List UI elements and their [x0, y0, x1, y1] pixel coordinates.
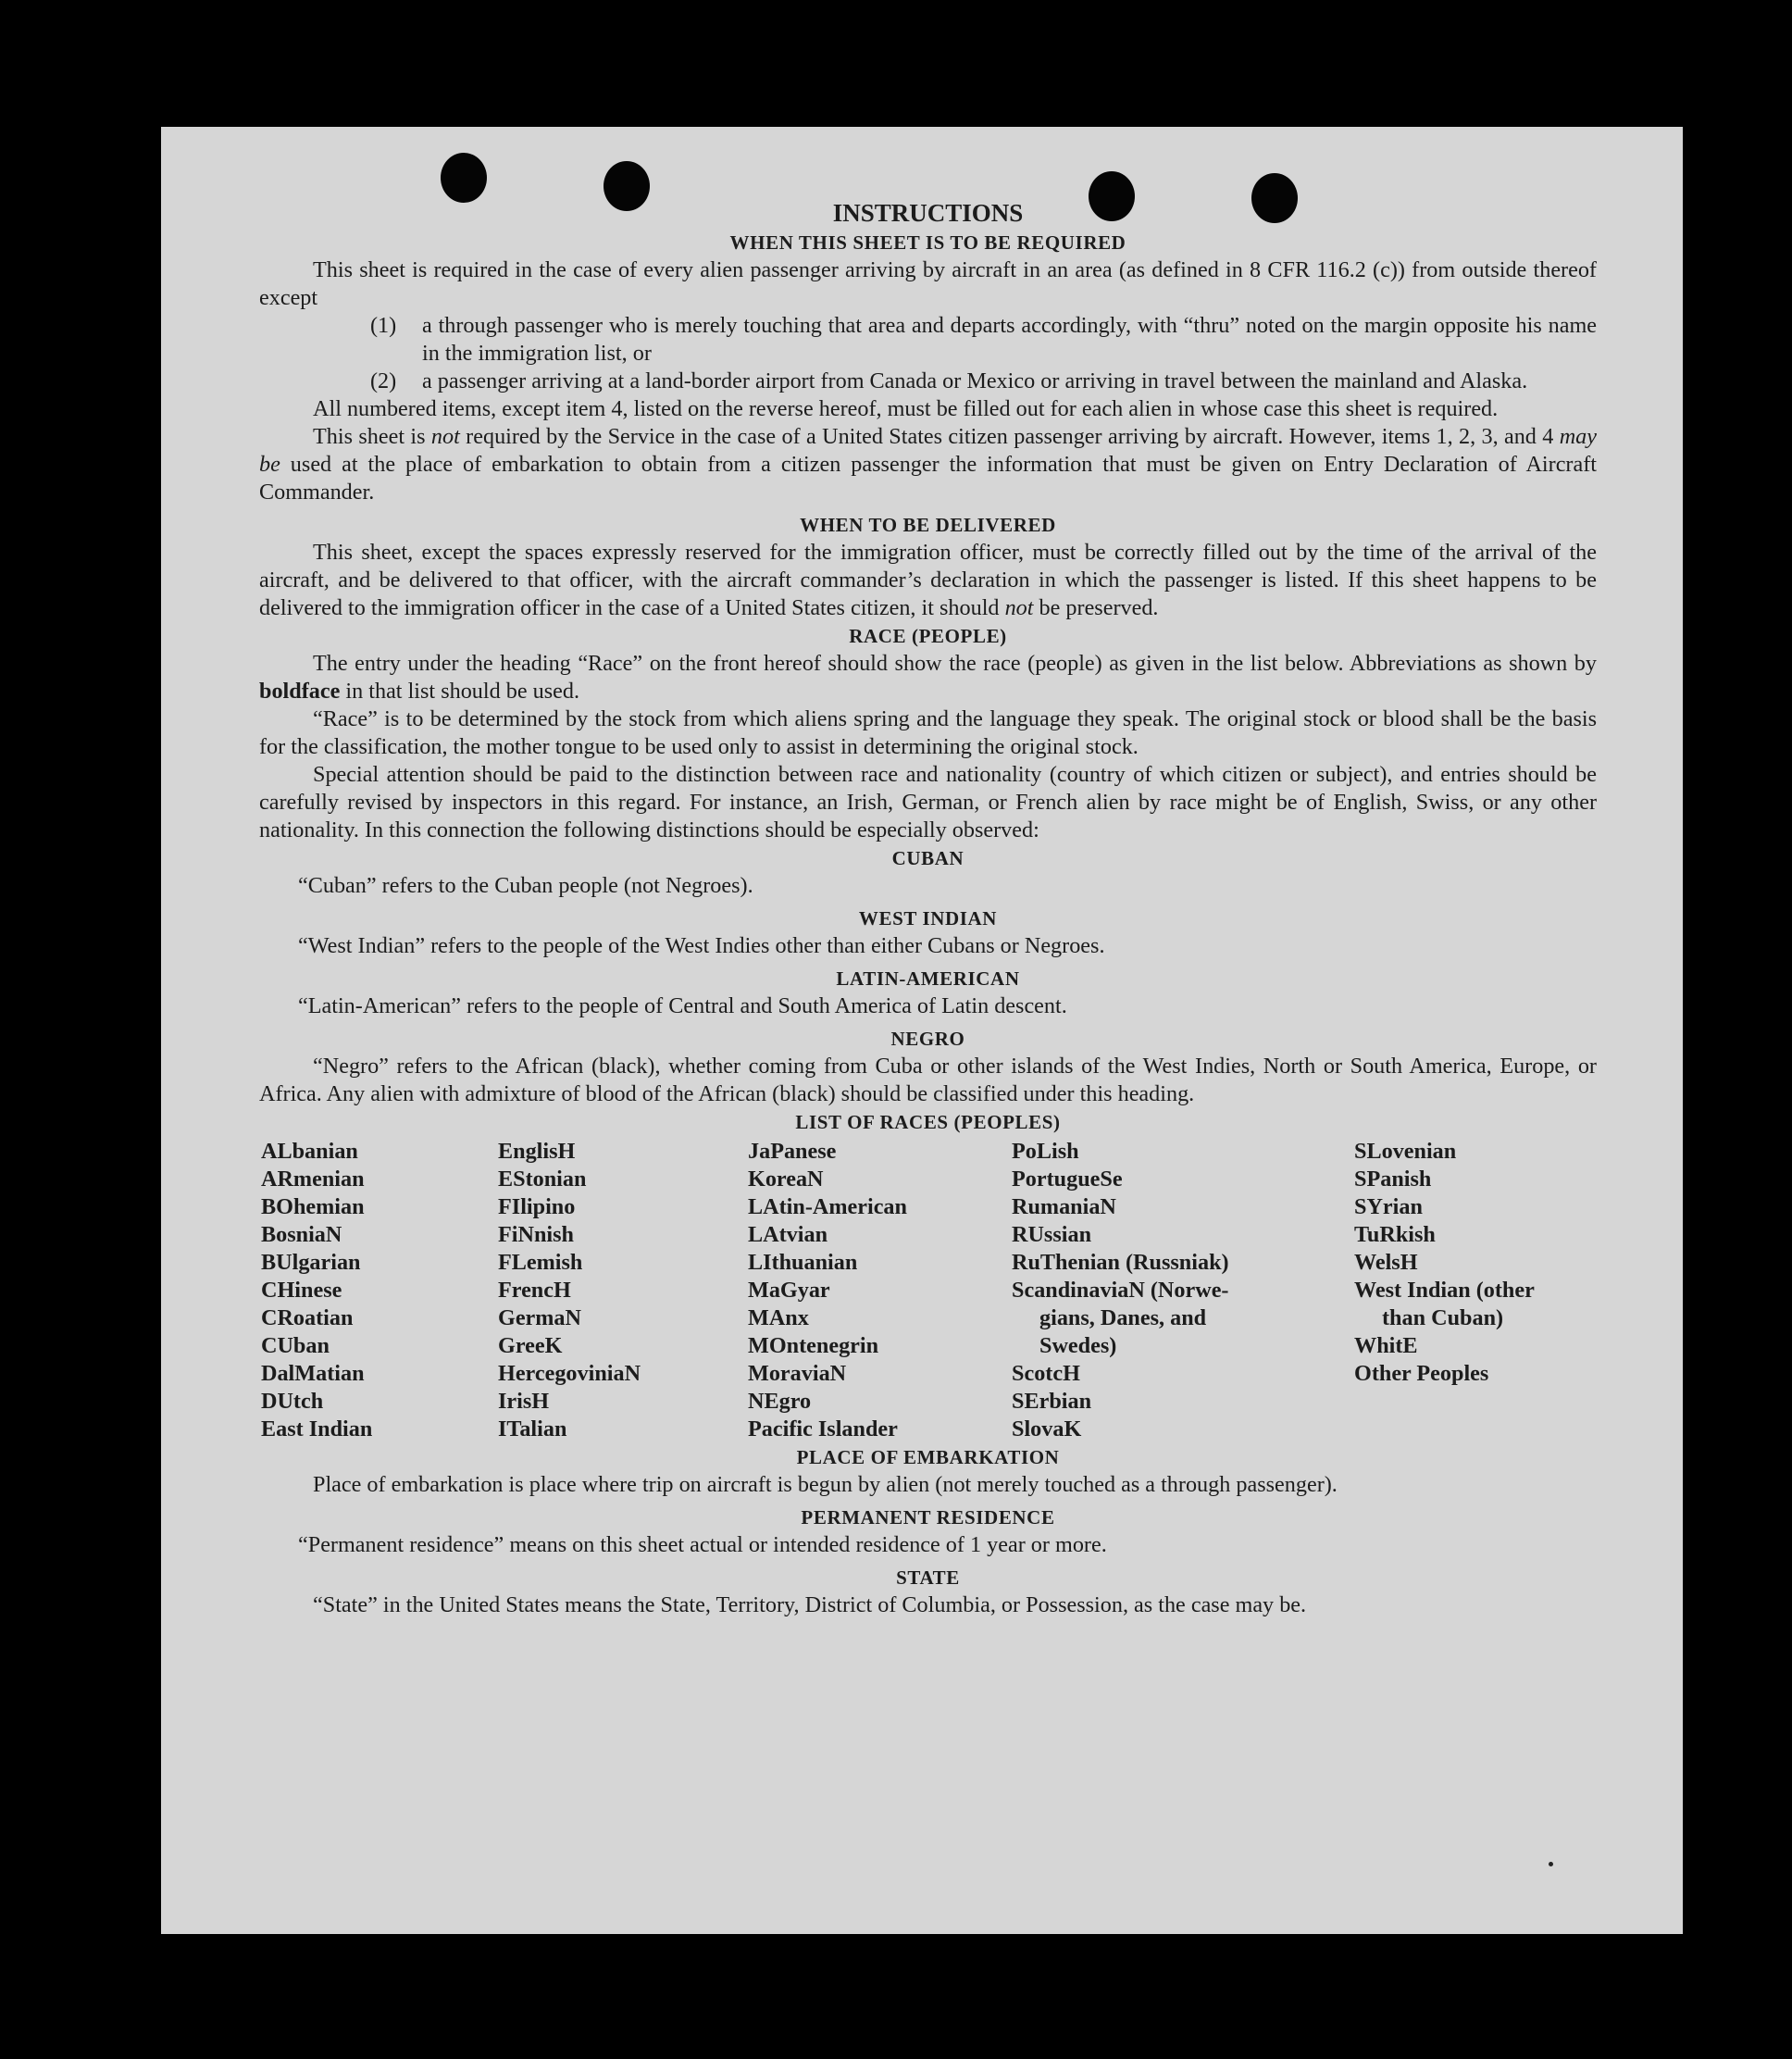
section-heading: CUBAN	[891, 847, 964, 869]
race-item: BosniaN	[261, 1222, 342, 1247]
race-item: JaPanese	[748, 1139, 837, 1164]
page-title: INSTRUCTIONS	[832, 199, 1024, 227]
race-item: CHinese	[261, 1278, 342, 1303]
paragraph: This sheet is required in the case of every alien passenger arriving by aircraft in an area (as defined in 8 CFR 116.2 (c)) from outside thereof except	[259, 257, 1597, 310]
item-text: a through passenger who is merely touching that area and departs accordingly, with “thru” noted on the margin opposite his name in the immigration list, or	[422, 313, 1597, 366]
paragraph: This sheet is not required by the Service in the case of a United States citizen passenger arriving by aircraft. However, items 1, 2, 3, and 4 may be used at the place of embarkation to obtain from a citizen passenger the information that must be given on Entry Declaration of Aircraft Commander.	[259, 424, 1597, 505]
race-item: NEgro	[748, 1389, 812, 1414]
race-item: PortugueSe	[1012, 1167, 1123, 1192]
punch-hole	[441, 153, 487, 203]
item-number: (1)	[370, 313, 397, 338]
race-item: SLovenian	[1354, 1139, 1457, 1164]
section-heading: PERMANENT RESIDENCE	[801, 1506, 1055, 1529]
race-item: East Indian	[261, 1416, 373, 1441]
section-heading: WEST INDIAN	[858, 907, 998, 930]
race-item: GreeK	[498, 1333, 563, 1358]
definition-text: “Negro” refers to the African (black), whether coming from Cuba or other islands of the West Indies, North or South America, Europe, or Africa. Any alien with admixture of blood of the African (black) should be classified under this heading.	[259, 1054, 1597, 1106]
race-column	[498, 1138, 641, 1443]
definition-text: “West Indian” refers to the people of the West Indies other than either Cubans or Negroes.	[298, 933, 1105, 958]
race-item: ScotcH	[1012, 1361, 1080, 1386]
race-item: TuRkish	[1354, 1222, 1436, 1247]
definition-text: Place of embarkation is place where trip on aircraft is begun by alien (not merely touched as a through passenger).	[313, 1472, 1338, 1497]
definition-text: “Permanent residence” means on this sheet actual or intended residence of 1 year or more.	[298, 1532, 1107, 1557]
exception-item	[259, 312, 1597, 368]
item-text: a passenger arriving at a land-border airport from Canada or Mexico or arriving in travel between the mainland and Alaska.	[422, 368, 1528, 393]
definition-text: “State” in the United States means the State, Territory, District of Columbia, or Possession, as the case may be.	[313, 1592, 1307, 1617]
section-heading: LATIN-AMERICAN	[836, 967, 1020, 990]
race-item: LIthuanian	[748, 1250, 858, 1275]
section-heading: STATE	[896, 1566, 960, 1589]
race-item: SlovaK	[1012, 1416, 1082, 1441]
paragraph: The entry under the heading “Race” on the front hereof should show the race (people) as given in the list below. Abbreviations as shown by boldface in that list should be used.	[259, 651, 1597, 704]
race-list	[259, 1138, 1597, 1443]
race-item: Other Peoples	[1354, 1361, 1489, 1386]
race-item: FLemish	[498, 1250, 583, 1275]
paragraph: All numbered items, except item 4, listed on the reverse hereof, must be filled out for each alien in whose case this sheet is required.	[313, 396, 1499, 421]
race-item: Pacific Islander	[748, 1416, 898, 1441]
race-item: FiNnish	[498, 1222, 574, 1247]
race-item: FrencH	[498, 1278, 571, 1303]
section-heading: WHEN TO BE DELIVERED	[800, 514, 1056, 536]
race-column	[1012, 1138, 1229, 1443]
race-item: EStonian	[498, 1167, 587, 1192]
race-item: IrisH	[498, 1389, 550, 1414]
race-item: SYrian	[1354, 1194, 1423, 1219]
paragraph: Special attention should be paid to the distinction between race and nationality (country of which citizen or subject), and entries should be carefully revised by inspectors in this regard. For instance, an Irish, German, or French alien by race might be of English, Swiss, or any other nationality. In this connection the following distinctions should be especially observed:	[259, 762, 1597, 842]
race-item: gians, Danes, and	[1039, 1305, 1207, 1330]
race-item: GermaN	[498, 1305, 581, 1330]
instructions-body	[259, 197, 1597, 1619]
race-item: MAnx	[748, 1305, 809, 1330]
race-column	[748, 1138, 907, 1443]
race-item: RuThenian (Russniak)	[1012, 1250, 1229, 1275]
race-column	[261, 1138, 372, 1443]
race-item: SPanish	[1354, 1167, 1432, 1192]
race-item: PoLish	[1012, 1139, 1079, 1164]
item-number: (2)	[370, 368, 397, 393]
definition-text: “Cuban” refers to the Cuban people (not Negroes).	[298, 873, 753, 898]
race-item: WhitE	[1354, 1333, 1418, 1358]
paragraph: “Race” is to be determined by the stock from which aliens spring and the language they speak. The original stock or blood shall be the basis for the classification, the mother tongue to be used only to assist in determining the original stock.	[259, 706, 1597, 759]
section-heading: PLACE OF EMBARKATION	[796, 1446, 1060, 1468]
race-item: ALbanian	[261, 1139, 358, 1164]
race-item: HercegoviniaN	[498, 1361, 641, 1386]
ink-speck	[1549, 1862, 1553, 1866]
race-item: EnglisH	[498, 1139, 576, 1164]
race-item: LAtvian	[748, 1222, 828, 1247]
race-item: than Cuban)	[1382, 1305, 1504, 1330]
race-item: Swedes)	[1039, 1333, 1117, 1358]
section-heading: WHEN THIS SHEET IS TO BE REQUIRED	[729, 231, 1126, 254]
race-item: RUssian	[1012, 1222, 1092, 1247]
definition-text: “Latin-American” refers to the people of Central and South America of Latin descent.	[298, 993, 1067, 1018]
race-item: ITalian	[498, 1416, 567, 1441]
race-item: MoraviaN	[748, 1361, 847, 1386]
paragraph: This sheet, except the spaces expressly reserved for the immigration officer, must be correctly filled out by the time of the arrival of the aircraft, and be delivered to that officer, with the aircraft commander’s declaration in which the passenger is listed. If this sheet happens to be delivered to the immigration officer in the case of a United States citizen, it should not be preserved.	[259, 540, 1597, 620]
race-item: MaGyar	[748, 1278, 830, 1303]
race-item: LAtin-American	[748, 1194, 907, 1219]
race-item: FIlipino	[498, 1194, 576, 1219]
exception-item	[259, 368, 1597, 395]
race-item: WelsH	[1354, 1250, 1418, 1275]
section-heading: RACE (PEOPLE)	[849, 625, 1007, 647]
race-item: ARmenian	[261, 1167, 365, 1192]
race-item: DUtch	[261, 1389, 324, 1414]
race-item: BOhemian	[261, 1194, 365, 1219]
race-item: West Indian (other	[1354, 1278, 1535, 1303]
race-column	[1354, 1138, 1535, 1388]
section-heading: NEGRO	[890, 1028, 965, 1050]
section-heading: LIST OF RACES (PEOPLES)	[795, 1111, 1061, 1133]
race-item: CRoatian	[261, 1305, 354, 1330]
race-item: RumaniaN	[1012, 1194, 1116, 1219]
race-item: ScandinaviaN (Norwe-	[1012, 1278, 1229, 1303]
race-item: CUban	[261, 1333, 330, 1358]
race-item: DalMatian	[261, 1361, 365, 1386]
race-item: MOntenegrin	[748, 1333, 879, 1358]
race-item: KoreaN	[748, 1167, 824, 1192]
race-item: SErbian	[1012, 1389, 1092, 1414]
race-item: BUlgarian	[261, 1250, 361, 1275]
